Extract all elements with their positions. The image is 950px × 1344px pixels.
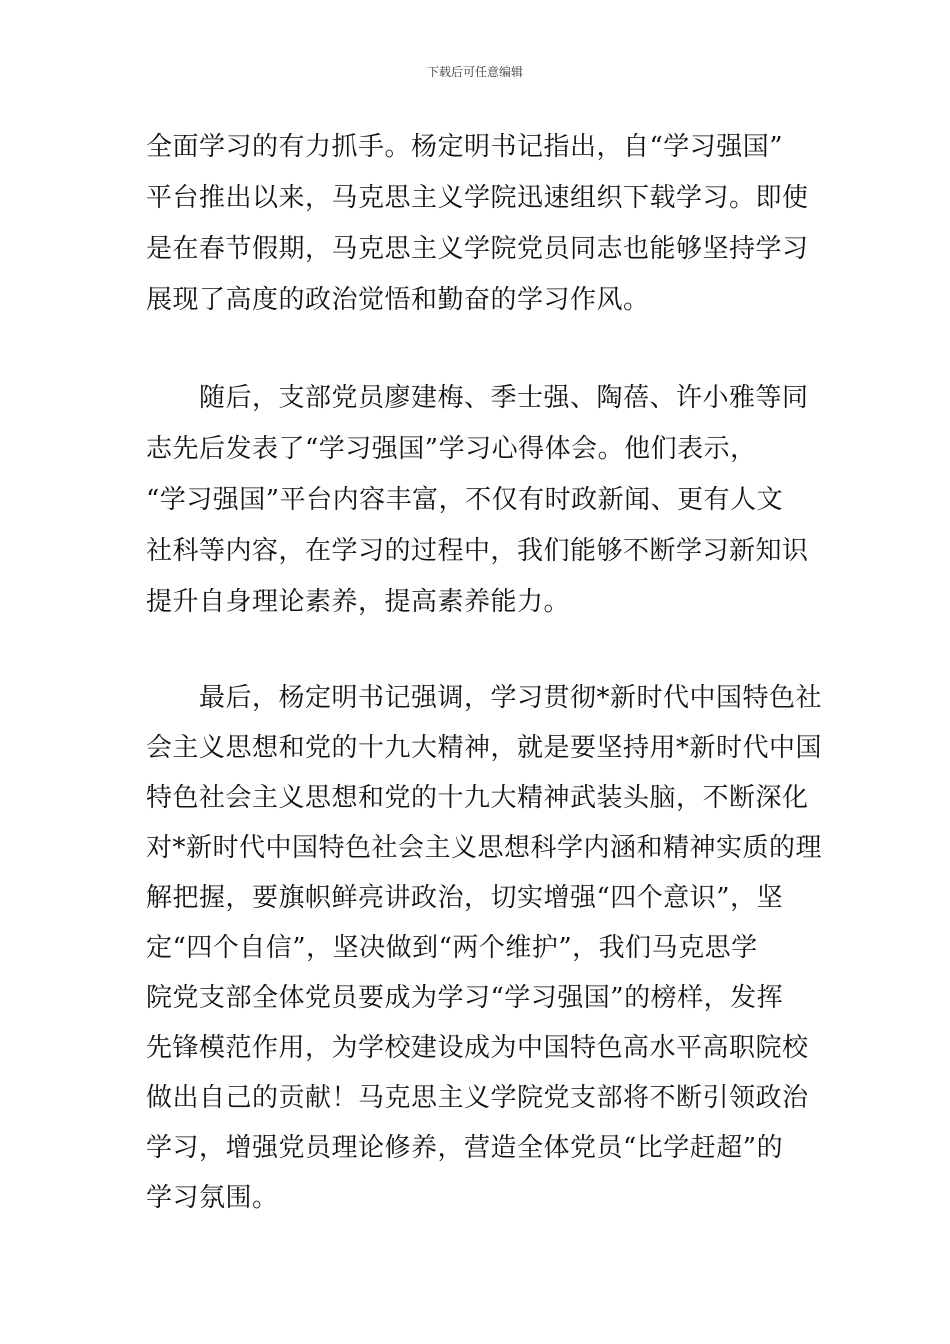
text-line: 学习氛围。 [146,1183,279,1213]
text-line: 最后，杨定明书记强调，学习贯彻*新时代中国特色社 [146,683,823,713]
text-line: “学习强国”平台内容丰富，不仅有时政新闻、更有人文 [146,485,784,515]
text-line: 对*新时代中国特色社会主义思想科学内涵和精神实质的理 [146,833,823,863]
text-line: 会主义思想和党的十九大精神，就是要坚持用*新时代中国 [146,733,823,763]
text-line: 平台推出以来，马克思主义学院迅速组织下载学习。即使 [146,183,809,213]
text-line: 提升自身理论素养，提高素养能力。 [146,587,571,617]
text-line: 做出自己的贡献！马克思主义学院党支部将不断引领政治 [146,1083,809,1113]
text-line: 志先后发表了“学习强国”学习心得体会。他们表示， [146,434,757,464]
text-line: 特色社会主义思想和党的十九大精神武装头脑，不断深化 [146,783,809,813]
text-line: 院党支部全体党员要成为学习“学习强国”的榜样，发挥 [146,983,784,1013]
text-line: 展现了高度的政治觉悟和勤奋的学习作风。 [146,285,650,315]
text-line: 解把握，要旗帜鲜亮讲政治，切实增强“四个意识”，坚 [146,883,784,913]
text-line: 定“四个自信”，坚决做到“两个维护”，我们马克思学 [146,933,758,963]
page-header-note: 下载后可任意编辑 [426,65,523,79]
text-line: 是在春节假期，马克思主义学院党员同志也能够坚持学习 [146,234,809,264]
text-line: 先锋模范作用，为学校建设成为中国特色高水平高职院校 [146,1033,809,1063]
text-line: 学习，增强党员理论修养，营造全体党员“比学赶超”的 [146,1133,784,1163]
text-line: 全面学习的有力抓手。杨定明书记指出，自“学习强国” [146,132,784,162]
text-line: 随后，支部党员廖建梅、季士强、陶蓓、许小雅等同 [146,383,809,413]
text-line: 社科等内容，在学习的过程中，我们能够不断学习新知识 [146,536,809,566]
